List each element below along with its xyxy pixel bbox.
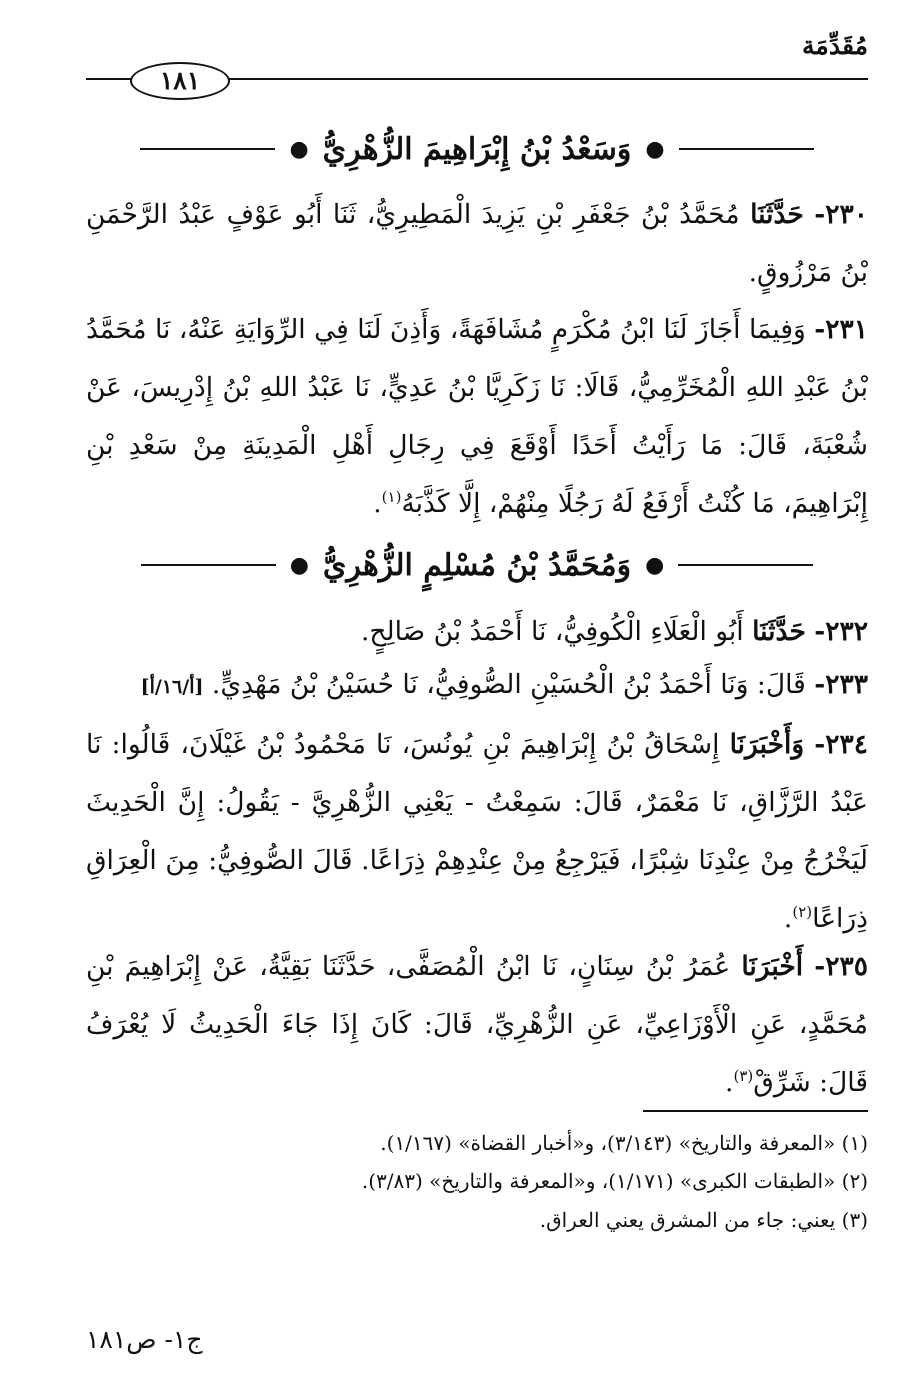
heading-rule-left — [141, 564, 276, 566]
bullet-icon: ● — [289, 552, 309, 578]
bullet-icon: ● — [645, 552, 665, 578]
section-heading-zuhri — [86, 540, 868, 590]
hadith-entry-233 — [86, 656, 868, 716]
entry-lead-word: وَأَخْبَرَنَا — [729, 729, 805, 760]
footnote-marker: (١) — [381, 488, 402, 507]
entry-number: ٢٣٥- — [814, 951, 868, 982]
hadith-entry-235 — [86, 938, 868, 1112]
manuscript-folio-ref: [أ/١٦/أ] — [140, 676, 204, 698]
footnote-rule — [643, 1110, 868, 1112]
running-head: مُقَدِّمَة — [802, 31, 868, 60]
entry-number: ٢٣٤- — [814, 729, 868, 760]
footnote-marker: (٣) — [733, 1067, 754, 1086]
hadith-entry-232 — [86, 603, 868, 661]
footnote-3: (٣) يعني: جاء من المشرق يعني العراق. — [539, 1208, 868, 1232]
hadith-entry-231 — [86, 301, 868, 533]
entry-number: ٢٣٠- — [814, 199, 868, 230]
entry-text: إِسْحَاقُ بْنُ إِبْرَاهِيمَ بْنِ يُونُسَ، نَا مَحْمُودُ بْنُ غَيْلَانَ، قَالُوا: نَا عَبْدُ الرَّزَّاقِ، نَا مَعْمَرٌ، قَالَ: سَمِعْتُ - يَعْنِي الزُّهْرِيَّ - يَقُولُ: إِنَّ الْحَدِيثَ لَيَخْرُجُ مِنْ عِنْدِنَا شِبْرًا، فَيَرْجِعُ مِنْ عِنْدِهِمْ ذِرَاعًا. قَالَ الصُّوفِيُّ: مِنَ الْعِرَاقِ ذِرَاعًا — [86, 729, 868, 934]
entry-lead-word: حَدَّثَنَا — [752, 616, 806, 647]
heading-rule-right — [679, 148, 814, 150]
entry-lead-word: حَدَّثَنَا — [750, 199, 804, 230]
hadith-entry-234 — [86, 716, 868, 948]
entry-number: ٢٣٢- — [814, 616, 868, 647]
entry-end: . — [783, 903, 793, 934]
footnote-1: (١) «المعرفة والتاريخ» (٣/١٤٣)، و«أخبار القضاة» (١/١٦٧). — [380, 1131, 868, 1155]
section-title: وَسَعْدُ بْنُ إِبْرَاهِيمَ الزُّهْرِيُّ — [322, 131, 632, 167]
entry-text: وَفِيمَا أَجَازَ لَنَا ابْنُ مُكْرَمٍ مُشَافَهَةً، وَأَذِنَ لَنَا فِي الرِّوَايَةِ عَنْهُ، نَا مُحَمَّدُ بْنُ عَبْدِ اللهِ الْمُخَرِّمِيُّ، قَالَا: نَا زَكَرِيَّا بْنُ عَدِيٍّ، نَا عَبْدُ اللهِ بْنُ إِدْرِيسَ، عَنْ شُعْبَةَ، قَالَ: مَا رَأَيْتُ أَحَدًا أَوْقَعَ فِي رِجَالِ أَهْلِ الْمَدِينَةِ مِنْ سَعْدِ بْنِ إِبْرَاهِيمَ، مَا كُنْتُ أَرْفَعُ لَهُ رَجُلًا مِنْهُمْ، إِلَّا كَذَّبَهُ — [86, 314, 868, 519]
entry-number: ٢٣١- — [814, 314, 868, 345]
entry-text: مُحَمَّدُ بْنُ جَعْفَرِ بْنِ يَزِيدَ الْمَطِيرِيُّ، ثَنَا أَبُو عَوْفٍ عَبْدُ الرَّحْمَنِ بْنُ مَرْزُوقٍ. — [86, 199, 868, 288]
bullet-icon: ● — [289, 136, 309, 162]
bullet-icon: ● — [645, 136, 665, 162]
entry-lead-word: أَخْبَرَنَا — [741, 951, 804, 982]
volume-page-reference: ج١- ص١٨١ — [86, 1325, 203, 1354]
section-title: وَمُحَمَّدُ بْنُ مُسْلِمٍ الزُّهْرِيُّ — [322, 547, 632, 583]
heading-rule-left — [140, 148, 275, 150]
entry-text: أَبُو الْعَلَاءِ الْكُوفِيُّ، نَا أَحْمَدُ بْنُ صَالِحٍ. — [360, 616, 744, 647]
entry-text: قَالَ: وَنَا أَحْمَدُ بْنُ الْحُسَيْنِ الصُّوفِيُّ، نَا حُسَيْنُ بْنُ مَهْدِيٍّ. — [211, 669, 806, 700]
entry-text: عُمَرُ بْنُ سِنَانٍ، نَا ابْنُ الْمُصَفَّى، حَدَّثَنَا بَقِيَّةُ، عَنْ إِبْرَاهِيمَ بْنِ مُحَمَّدٍ، عَنِ الْأَوْزَاعِيِّ، عَنِ الزُّهْرِيِّ، قَالَ: كَانَ إِذَا جَاءَ الْحَدِيثُ لَا يُعْرَفُ قَالَ: شَرِّقْ — [86, 951, 868, 1098]
entry-end: . — [725, 1067, 734, 1098]
footnote-marker: (٢) — [792, 903, 813, 922]
page-number: ١٨١ — [130, 62, 230, 100]
heading-rule-right — [678, 564, 813, 566]
section-heading-saad — [86, 124, 868, 174]
entry-end: . — [373, 488, 382, 519]
hadith-entry-230 — [86, 186, 868, 302]
footnote-2: (٢) «الطبقات الكبرى» (١/١٧١)، و«المعرفة والتاريخ» (٣/٨٣). — [361, 1169, 868, 1193]
entry-number: ٢٣٣- — [814, 669, 868, 700]
